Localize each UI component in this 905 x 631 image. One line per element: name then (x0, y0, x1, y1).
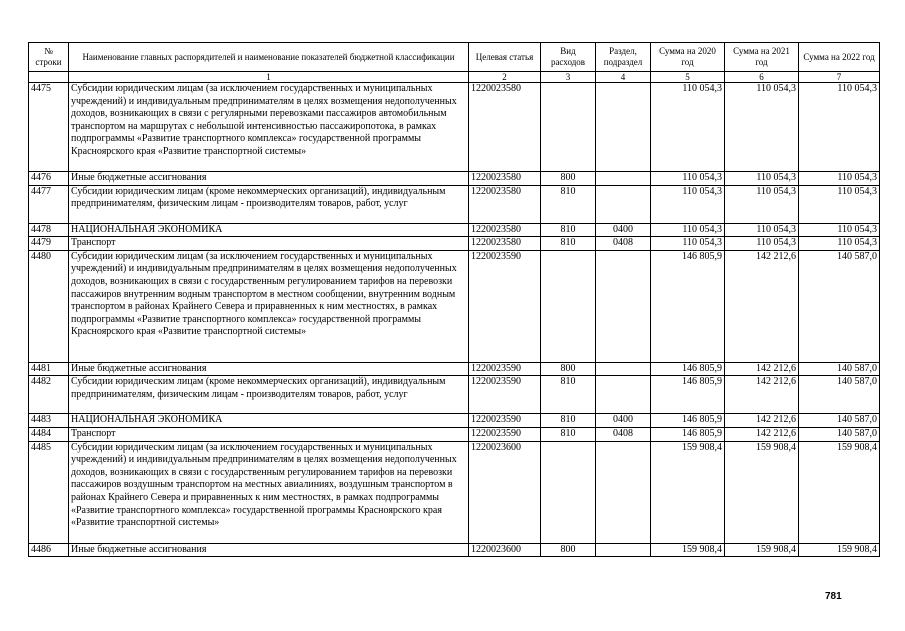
row-name: Субсидии юридическим лицам (за исключением государственных и муниципальных учреждений) и индивидуальным предпринимателям в целях возмещения недополученных доходов, возникающих в связи с государственным регулированием тарифов на перевозки пассажиров воздушным транспортом на местных авиалиниях, воздушным транспортом в районах Крайнего Севера и приравненных к ним местностях, в рамках подпрограммы «Развитие транспортного комплекса» государственной программы Красноярского края «Развитие транспортной системы» (69, 441, 469, 543)
row-kind (541, 441, 596, 543)
row-target: 1220023580 (469, 185, 541, 223)
row-no: 4485 (29, 441, 69, 543)
row-kind: 810 (541, 223, 596, 237)
table-row (29, 543, 880, 557)
row-no: 4484 (29, 427, 69, 441)
colnum-2: 2 (469, 72, 541, 83)
table-row (29, 441, 880, 543)
row-sum2022: 140 587,0 (799, 362, 880, 376)
row-section: 0400 (596, 414, 651, 428)
row-sum2020: 110 054,3 (651, 172, 725, 186)
row-sum2020: 146 805,9 (651, 362, 725, 376)
row-kind: 810 (541, 185, 596, 223)
row-kind: 800 (541, 172, 596, 186)
row-sum2021: 159 908,4 (725, 543, 799, 557)
table-row (29, 250, 880, 362)
table-row (29, 83, 880, 172)
row-sum2022: 140 587,0 (799, 376, 880, 414)
row-target: 1220023600 (469, 543, 541, 557)
row-name: Иные бюджетные ассигнования (69, 362, 469, 376)
colnum-empty (29, 72, 69, 83)
row-name: Субсидии юридическим лицам (кроме некоммерческих организаций), индивидуальным предпринимателям, физическим лицам - производителям товаров, работ, услуг (69, 376, 469, 414)
row-target: 1220023590 (469, 362, 541, 376)
row-sum2022: 140 587,0 (799, 414, 880, 428)
row-sum2022: 140 587,0 (799, 250, 880, 362)
table-row (29, 237, 880, 251)
row-sum2022: 140 587,0 (799, 427, 880, 441)
colnum-7: 7 (799, 72, 880, 83)
table-row (29, 172, 880, 186)
row-section: 0400 (596, 223, 651, 237)
colnum-4: 4 (596, 72, 651, 83)
row-kind: 800 (541, 543, 596, 557)
table-row (29, 376, 880, 414)
row-sum2022: 110 054,3 (799, 172, 880, 186)
row-sum2021: 159 908,4 (725, 441, 799, 543)
row-no: 4481 (29, 362, 69, 376)
row-sum2020: 146 805,9 (651, 414, 725, 428)
row-target: 1220023590 (469, 250, 541, 362)
row-sum2021: 110 054,3 (725, 237, 799, 251)
row-sum2021: 142 212,6 (725, 414, 799, 428)
row-sum2020: 146 805,9 (651, 427, 725, 441)
row-sum2021: 142 212,6 (725, 427, 799, 441)
row-name: Субсидии юридическим лицам (за исключением государственных и муниципальных учреждений) и индивидуальным предпринимателям в целях возмещения недополученных доходов, возникающих в связи с государственным регулированием тарифов на перевозки пассажиров внутренним водным транспортом в местном сообщении, внутренним водным транспортом в районах Крайнего Севера и приравненных к ним местностях, в рамках подпрограммы «Развитие транспортного комплекса» государственной программы Красноярского края «Развитие транспортной системы» (69, 250, 469, 362)
row-kind (541, 250, 596, 362)
header-name: Наименование главных распорядителей и наименование показателей бюджетной классификации (69, 43, 469, 72)
row-section (596, 250, 651, 362)
row-target: 1220023580 (469, 237, 541, 251)
row-kind: 810 (541, 376, 596, 414)
row-name: НАЦИОНАЛЬНАЯ ЭКОНОМИКА (69, 414, 469, 428)
row-target: 1220023580 (469, 83, 541, 172)
table-row (29, 362, 880, 376)
row-target: 1220023580 (469, 172, 541, 186)
header-kind: Вид расходов (541, 43, 596, 72)
row-section (596, 376, 651, 414)
colnum-1: 1 (69, 72, 469, 83)
budget-table (28, 42, 880, 557)
row-name: НАЦИОНАЛЬНАЯ ЭКОНОМИКА (69, 223, 469, 237)
row-no: 4482 (29, 376, 69, 414)
row-section (596, 185, 651, 223)
row-no: 4480 (29, 250, 69, 362)
row-section (596, 83, 651, 172)
table-row (29, 185, 880, 223)
row-sum2021: 110 054,3 (725, 185, 799, 223)
row-sum2020: 146 805,9 (651, 376, 725, 414)
row-kind (541, 83, 596, 172)
row-sum2020: 159 908,4 (651, 441, 725, 543)
row-name: Иные бюджетные ассигнования (69, 543, 469, 557)
row-section (596, 441, 651, 543)
row-target: 1220023590 (469, 427, 541, 441)
row-target: 1220023600 (469, 441, 541, 543)
row-target: 1220023590 (469, 376, 541, 414)
row-no: 4486 (29, 543, 69, 557)
row-section: 0408 (596, 237, 651, 251)
row-sum2021: 142 212,6 (725, 376, 799, 414)
row-no: 4478 (29, 223, 69, 237)
table-row (29, 223, 880, 237)
page-number: 781 (825, 591, 842, 602)
row-name: Субсидии юридическим лицам (кроме некоммерческих организаций), индивидуальным предпринимателям, физическим лицам - производителям товаров, работ, услуг (69, 185, 469, 223)
header-sum2021: Сумма на 2021 год (725, 43, 799, 72)
row-sum2021: 110 054,3 (725, 172, 799, 186)
row-sum2020: 110 054,3 (651, 223, 725, 237)
row-sum2020: 159 908,4 (651, 543, 725, 557)
table-row (29, 427, 880, 441)
row-name: Субсидии юридическим лицам (за исключением государственных и муниципальных учреждений) и индивидуальным предпринимателям в целях возмещения недополученных доходов, возникающих в связи с регулярными перевозками пассажиров автомобильным транспортом на маршрутах с небольшой интенсивностью пассажиропотока, в рамках подпрограммы «Развитие транспортного комплекса» государственной программы Красноярского края «Развитие транспортной системы» (69, 83, 469, 172)
row-no: 4476 (29, 172, 69, 186)
row-sum2022: 110 054,3 (799, 83, 880, 172)
row-section: 0408 (596, 427, 651, 441)
header-target: Целевая статья (469, 43, 541, 72)
row-name: Транспорт (69, 237, 469, 251)
row-sum2022: 110 054,3 (799, 185, 880, 223)
header-sum2022: Сумма на 2022 год (799, 43, 880, 72)
row-sum2021: 142 212,6 (725, 250, 799, 362)
row-name: Транспорт (69, 427, 469, 441)
row-sum2021: 142 212,6 (725, 362, 799, 376)
row-no: 4477 (29, 185, 69, 223)
row-target: 1220023590 (469, 414, 541, 428)
row-section (596, 172, 651, 186)
row-sum2021: 110 054,3 (725, 83, 799, 172)
row-no: 4479 (29, 237, 69, 251)
row-kind: 810 (541, 414, 596, 428)
row-sum2021: 110 054,3 (725, 223, 799, 237)
row-kind: 810 (541, 427, 596, 441)
row-sum2022: 110 054,3 (799, 237, 880, 251)
row-sum2022: 159 908,4 (799, 441, 880, 543)
colnum-5: 5 (651, 72, 725, 83)
row-no: 4475 (29, 83, 69, 172)
header-sum2020: Сумма на 2020 год (651, 43, 725, 72)
row-kind: 810 (541, 237, 596, 251)
row-name: Иные бюджетные ассигнования (69, 172, 469, 186)
row-sum2020: 110 054,3 (651, 237, 725, 251)
row-sum2020: 110 054,3 (651, 83, 725, 172)
table-row (29, 414, 880, 428)
header-row-no: № строки (29, 43, 69, 72)
row-sum2022: 110 054,3 (799, 223, 880, 237)
row-kind: 800 (541, 362, 596, 376)
header-section: Раздел, подраздел (596, 43, 651, 72)
colnum-3: 3 (541, 72, 596, 83)
row-target: 1220023580 (469, 223, 541, 237)
row-no: 4483 (29, 414, 69, 428)
row-section (596, 543, 651, 557)
colnum-6: 6 (725, 72, 799, 83)
row-sum2022: 159 908,4 (799, 543, 880, 557)
row-sum2020: 146 805,9 (651, 250, 725, 362)
row-sum2020: 110 054,3 (651, 185, 725, 223)
row-section (596, 362, 651, 376)
